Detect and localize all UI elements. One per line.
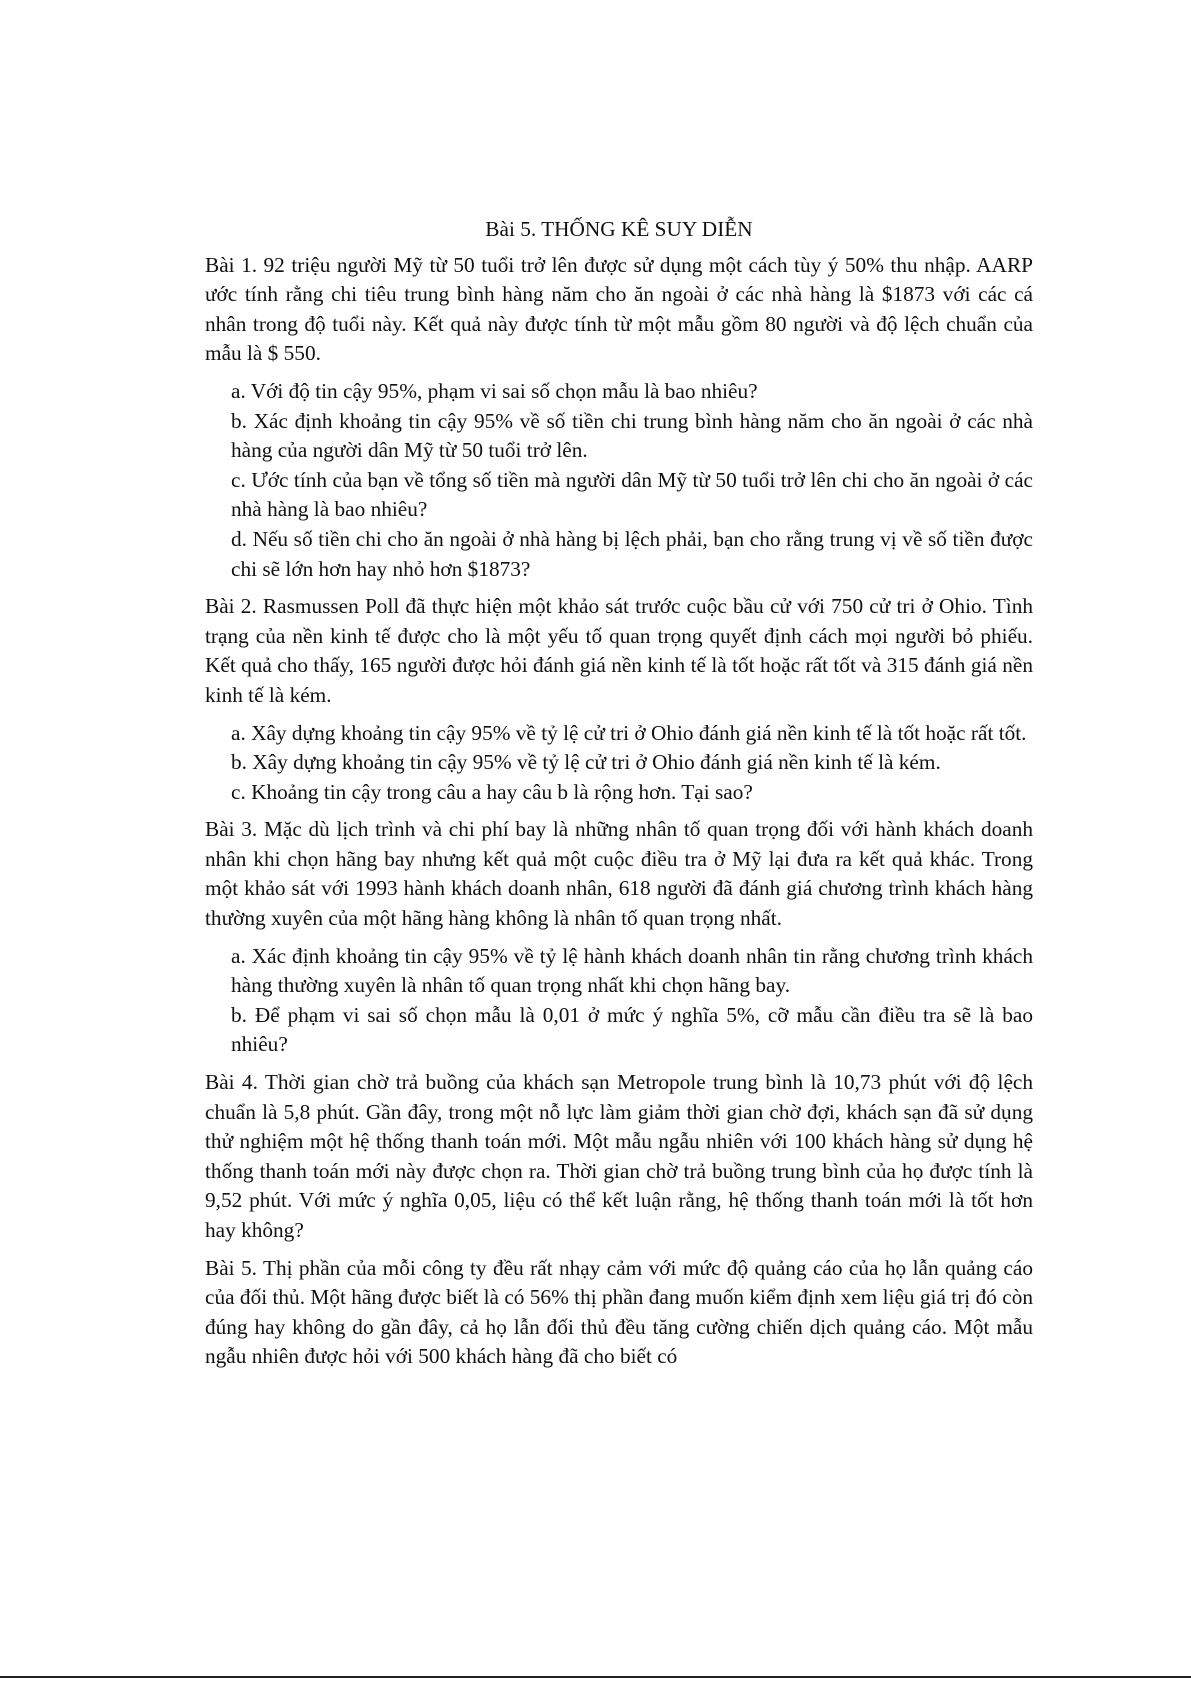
problem-1-item-a: a. Với độ tin cậy 95%, phạm vi sai số chọn mẫu là bao nhiêu? [231,378,758,403]
page-title: Bài 5. THỐNG KÊ SUY DIỄN [485,217,753,241]
problem-2-item-a: a. Xây dựng khoảng tin cậy 95% về tỷ lệ cử tri ở Ohio đánh giá nền kinh tế là tốt hoặc rất tốt. [231,720,1027,745]
problem-4-text: Bài 4. Thời gian chờ trả buồng của khách sạn Metropole trung bình là 10,73 phút với độ lệch chuẩn là 5,8 phút. Gần đây, trong một nỗ lực làm giảm thời gian chờ đợi, khách sạn đã sử dụng thử nghiệm một hệ thống thanh toán mới. Một mẫu ngẫu nhiên với 100 khách hàng sử dụng hệ thống thanh toán mới này được chọn ra. Thời gian chờ trả buồng trung bình của họ được tính là 9,52 phút. Với mức ý nghĩa 0,05, liệu có thể kết luận rằng, hệ thống thanh toán mới là tốt hơn hay không? [205,1070,1033,1242]
problem-2-item-c: c. Khoảng tin cậy trong câu a hay câu b là rộng hơn. Tại sao? [231,779,753,804]
problem-3-text: Bài 3. Mặc dù lịch trình và chi phí bay là những nhân tố quan trọng đối với hành khách doanh nhân khi chọn hãng bay nhưng kết quả một cuộc điều tra ở Mỹ lại đưa ra kết quả khác. Trong một khảo sát với 1993 hành khách doanh nhân, 618 người đã đánh giá chương trình khách hàng thường xuyên của một hãng hàng không là nhân tố quan trọng nhất. [205,817,1033,931]
problem-1-item-d: d. Nếu số tiền chi cho ăn ngoài ở nhà hàng bị lệch phải, bạn cho rằng trung vị về số tiền được chi sẽ lớn hơn hay nhỏ hơn $1873? [231,526,1033,581]
page-bottom-divider [0,1676,1191,1678]
problem-3-items [205,942,1033,1060]
problem-1-item-c: c. Ước tính của bạn về tổng số tiền mà người dân Mỹ từ 50 tuổi trở lên chi cho ăn ngoài ở các nhà hàng là bao nhiêu? [231,467,1033,522]
problem-1-item-b: b. Xác định khoảng tin cậy 95% về số tiền chi trung bình hàng năm cho ăn ngoài ở các nhà hàng của người dân Mỹ từ 50 tuổi trở lên. [231,408,1033,463]
problem-3-item-b: b. Để phạm vi sai số chọn mẫu là 0,01 ở mức ý nghĩa 5%, cỡ mẫu cần điều tra sẽ là bao nhiêu? [231,1002,1033,1057]
problem-2-text: Bài 2. Rasmussen Poll đã thực hiện một khảo sát trước cuộc bầu cử với 750 cử tri ở Ohio. Tình trạng của nền kinh tế được cho là một yếu tố quan trọng quyết định cách mọi người bỏ phiếu. Kết quả cho thấy, 165 người được hỏi đánh giá nền kinh tế là tốt hoặc rất tốt và 315 đánh giá nền kinh tế là kém. [205,594,1033,707]
document-page [205,215,1033,1380]
problem-1-text: Bài 1. 92 triệu người Mỹ từ 50 tuổi trở lên được sử dụng một cách tùy ý 50% thu nhập. AARP ước tính rằng chi tiêu trung bình hàng năm cho ăn ngoài ở các nhà hàng là $1873 với các cá nhân trong độ tuổi này. Kết quả này được tính từ một mẫu gồm 80 người và độ lệch chuẩn của mẫu là $ 550. [205,252,1033,366]
problem-3-item-a: a. Xác định khoảng tin cậy 95% về tỷ lệ hành khách doanh nhân tin rằng chương trình khách hàng thường xuyên là nhân tố quan trọng nhất khi chọn hãng bay. [231,943,1033,998]
problem-2-item-b: b. Xây dựng khoảng tin cậy 95% về tỷ lệ cử tri ở Ohio đánh giá nền kinh tế là kém. [231,750,941,775]
problem-2-items [205,719,1033,808]
problem-5-text: Bài 5. Thị phần của mỗi công ty đều rất nhạy cảm với mức độ quảng cáo của họ lẫn quảng cáo của đối thủ. Một hãng được biết là có 56% thị phần đang muốn kiểm định xem liệu giá trị đó còn đúng hay không do gần đây, cả họ lẫn đối thủ đều tăng cường chiến dịch quảng cáo. Một mẫu ngẫu nhiên được hỏi với 500 khách hàng đã cho biết có [205,1255,1033,1369]
problem-1-items [205,377,1033,584]
